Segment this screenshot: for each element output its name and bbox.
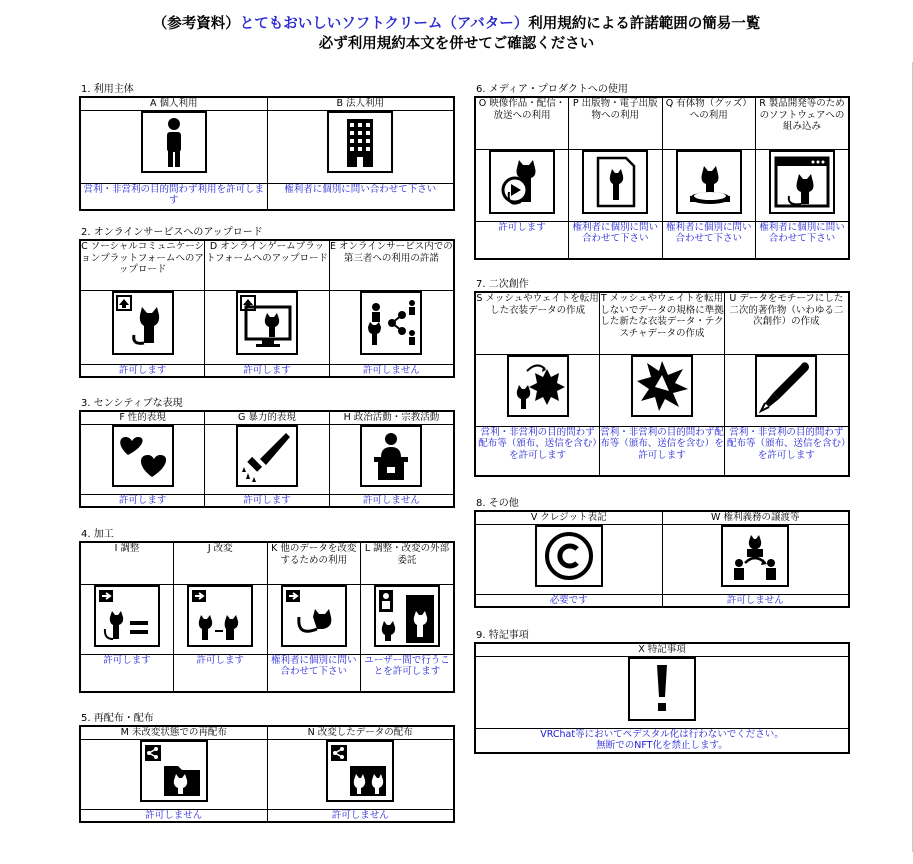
outsource-icon — [374, 585, 440, 647]
result-text: 権利者に個別に問い合わせて下さい — [756, 221, 850, 259]
result-text: 営利・非営利の目的問わず配布等（頒布、送信を含む）を許可します — [724, 426, 849, 476]
section-title: 9. 特記事項 — [476, 630, 529, 641]
notice-line: 無断でのNFT化を禁止します。 — [596, 740, 728, 751]
license-table — [79, 239, 455, 378]
column-header: F 性的表現 — [80, 411, 205, 424]
pen-icon — [755, 355, 817, 417]
column-header: W 権利義務の譲渡等 — [662, 511, 849, 524]
mesh-icon — [631, 355, 693, 417]
result-text: 許可しません — [662, 594, 849, 607]
result-text: ユーザー間で行うことを許可します — [361, 654, 455, 692]
license-table — [474, 510, 850, 608]
column-header: U データをモチーフにした二次的著作物（いわゆる二次創作）の作成 — [724, 292, 849, 354]
book-cat-icon — [582, 150, 648, 214]
section-special-notes — [474, 629, 850, 754]
special-notes-text — [475, 728, 849, 753]
share-cat-icon — [360, 291, 422, 355]
license-table — [79, 96, 455, 211]
column-header: E オンラインサービス内での第三者への利用の許諾 — [329, 240, 454, 290]
section-title: 6. メディア・プロダクトへの使用 — [476, 84, 628, 95]
column-header: H 政治活動・宗教活動 — [329, 411, 454, 424]
column-header: P 出版物・電子出版物への利用 — [569, 97, 663, 149]
result-text: 営利・非営利の目的問わず配布等（頒布、送信を含む）を許可します — [600, 426, 725, 476]
column-header: D オンラインゲームプラットフォームへのアップロード — [205, 240, 330, 290]
license-table — [474, 291, 850, 477]
cat-tail-icon — [281, 585, 347, 647]
column-header: K 他のデータを改変するための利用 — [267, 542, 361, 584]
column-header: S メッシュやウェイトを転用した衣装データの作成 — [475, 292, 600, 354]
section-title: 1. 利用主体 — [81, 84, 134, 95]
column-header: T メッシュやウェイトを転用しないでデータの規格に準拠した新たな衣装データ・テクスチャデータの作成 — [600, 292, 725, 354]
result-text: 営利・非営利の目的問わず利用を許可します — [80, 183, 267, 210]
column-header: Q 有体物（グッズ）への利用 — [662, 97, 756, 149]
section-title: 3. センシティブな表現 — [81, 398, 183, 409]
section-title: 2. オンラインサービスへのアップロード — [81, 227, 263, 238]
building-icon — [327, 111, 393, 173]
result-text: 許可しません — [80, 809, 267, 822]
column-header: L 調整・改変の外部委託 — [361, 542, 455, 584]
upload-cat-icon — [112, 291, 174, 355]
transfer-icon — [721, 525, 789, 587]
title-suffix: 利用規約による許諾範囲の簡易一覧 — [528, 16, 761, 32]
section-title: 8. その他 — [476, 498, 519, 509]
result-text: 許可します — [205, 364, 330, 377]
section-derivative-works — [474, 278, 850, 477]
result-text: 許可します — [80, 364, 205, 377]
section-online-upload — [79, 226, 455, 378]
section-other — [474, 497, 850, 608]
section-usage-subject — [79, 83, 455, 211]
video-cat-icon — [489, 150, 555, 214]
result-text: 許可します — [205, 494, 330, 507]
column-header: A 個人利用 — [80, 97, 267, 110]
license-table — [474, 96, 850, 260]
cat-modify-icon — [187, 585, 253, 647]
column-header: G 暴力的表現 — [205, 411, 330, 424]
software-cat-icon — [769, 150, 835, 214]
column-header: C ソーシャルコミュニケーションプラットフォームへのアップロード — [80, 240, 205, 290]
exclamation-icon — [628, 657, 696, 721]
section-redistribution — [79, 712, 455, 823]
column-header: O 映像作品・配信・放送への利用 — [475, 97, 569, 149]
share-modified-icon — [326, 740, 394, 802]
result-text: 許可しません — [329, 364, 454, 377]
podium-icon — [360, 425, 422, 487]
cat-equal-icon — [94, 585, 160, 647]
license-table — [79, 541, 455, 693]
hearts-icon — [112, 425, 174, 487]
column-header: V クレジット表記 — [475, 511, 662, 524]
section-sensitive — [79, 397, 455, 508]
result-text: 許可しません — [267, 809, 454, 822]
license-table — [474, 642, 850, 754]
license-table — [79, 410, 455, 508]
title-product-name: とてもおいしいソフトクリーム（アバター） — [239, 16, 529, 32]
result-text: 許可しません — [329, 494, 454, 507]
title-prefix: （参考資料） — [152, 16, 240, 32]
section-media-products — [474, 83, 850, 260]
section-title: 7. 二次創作 — [476, 279, 529, 290]
result-text: 許可します — [475, 221, 569, 259]
section-title: 4. 加工 — [81, 529, 114, 540]
person-icon — [141, 111, 207, 173]
page-title — [0, 14, 913, 54]
mesh-cat-icon — [507, 355, 569, 417]
column-header: J 改変 — [174, 542, 268, 584]
share-folder-icon — [140, 740, 208, 802]
column-header: N 改変したデータの配布 — [267, 726, 454, 739]
column-header: M 未改変状態での再配布 — [80, 726, 267, 739]
column-header: X 特記事項 — [475, 643, 849, 656]
copyright-icon — [535, 525, 603, 587]
section-title: 5. 再配布・配布 — [81, 713, 154, 724]
section-processing — [79, 528, 455, 693]
column-header: B 法人利用 — [267, 97, 454, 110]
result-text: 営利・非営利の目的問わず配布等（頒布、送信を含む）を許可します — [475, 426, 600, 476]
notice-line: VRChat等においてペデスタル化は行わないでください。 — [540, 728, 784, 740]
knife-icon — [236, 425, 298, 487]
column-header: R 製品開発等のためのソフトウェアへの組み込み — [756, 97, 850, 149]
result-text: 権利者に個別に問い合わせて下さい — [662, 221, 756, 259]
result-text: 権利者に個別に問い合わせて下さい — [569, 221, 663, 259]
title-notice: 必ず利用規約本文を併せてご確認ください — [318, 36, 595, 52]
upload-monitor-cat-icon — [236, 291, 298, 355]
license-table — [79, 725, 455, 823]
result-text: 許可します — [80, 654, 174, 692]
result-text: 権利者に個別に問い合わせて下さい — [267, 183, 454, 210]
result-text: 必要です — [475, 594, 662, 607]
result-text: 許可します — [80, 494, 205, 507]
result-text: 権利者に個別に問い合わせて下さい — [267, 654, 361, 692]
result-text: 許可します — [174, 654, 268, 692]
column-header: I 調整 — [80, 542, 174, 584]
goods-cat-icon — [676, 150, 742, 214]
